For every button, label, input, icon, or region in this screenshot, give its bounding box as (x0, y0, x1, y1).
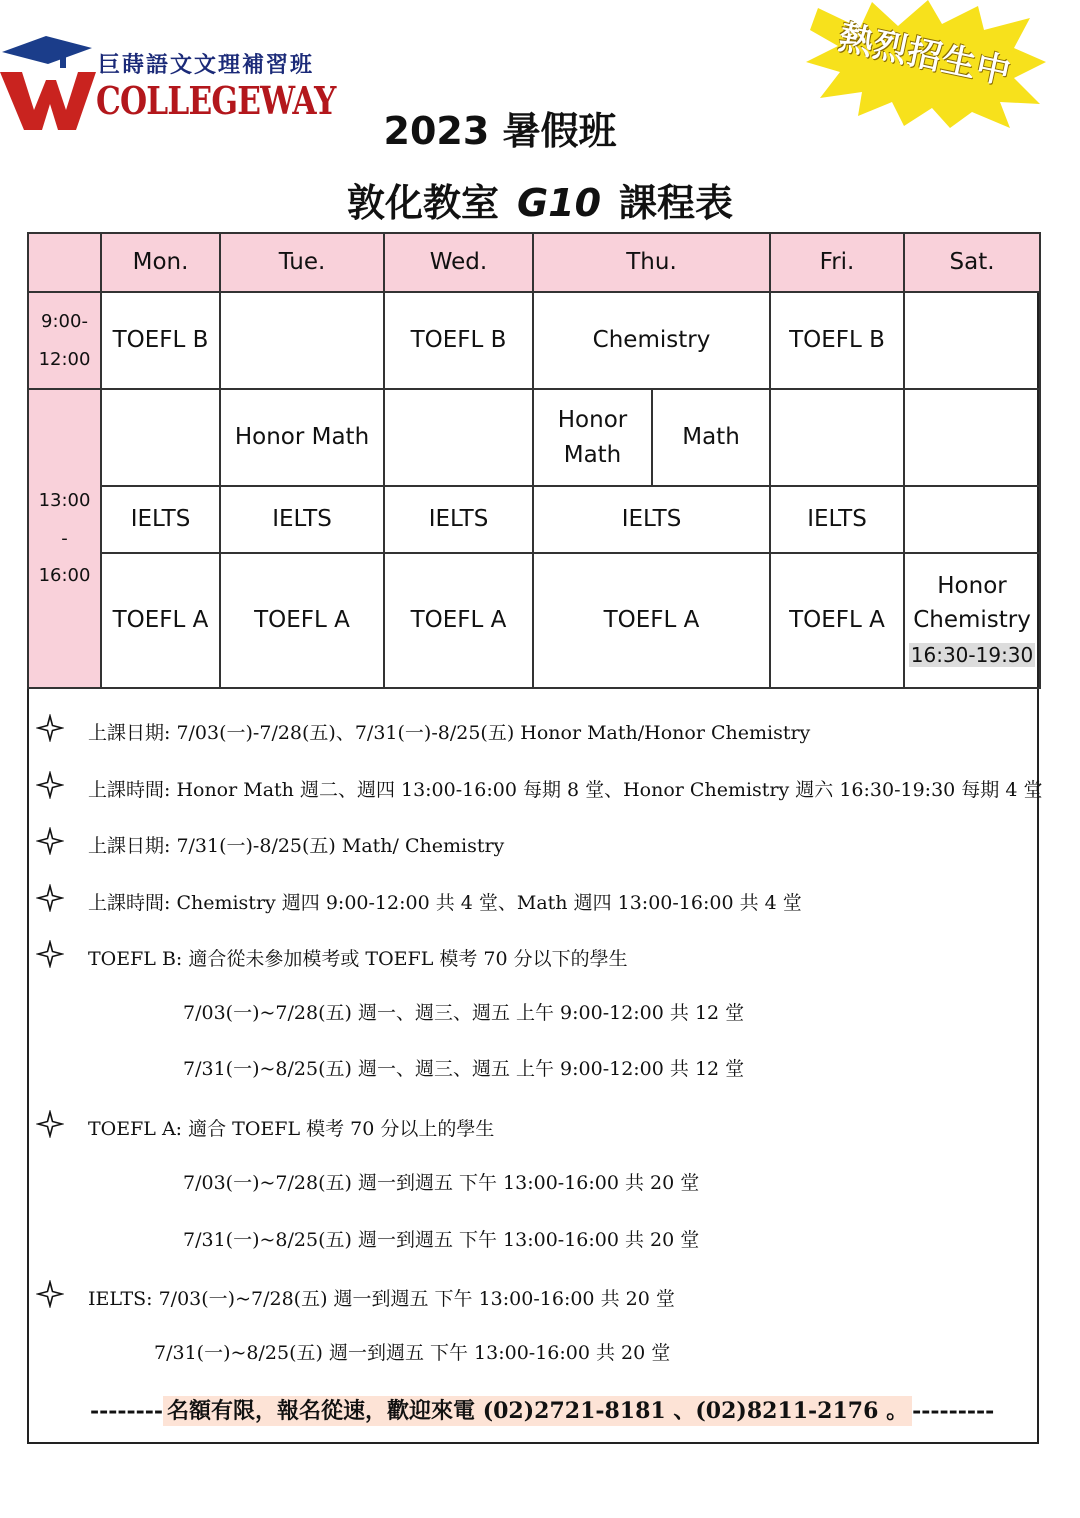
class-cell: IELTS (101, 486, 220, 553)
logo-chinese-name: 巨蒔語文文理補習班 (98, 52, 315, 78)
page-subtitle (0, 172, 1080, 227)
day-header: Thu. (533, 233, 770, 292)
note-text: 上課日期: 7/03(一)-7/28(五)、7/31(一)-8/25(五) Honor Math/Honor Chemistry (88, 722, 811, 744)
class-line: Math (563, 441, 622, 468)
class-code: G10 (516, 181, 602, 225)
four-point-star-icon (36, 827, 64, 855)
contact-text: 名額有限，報名從速，歡迎來電 (02)2721-8181 、(02)8211-2176 。 (163, 1396, 912, 1426)
note-text: IELTS: 7/03(一)~7/28(五) 週一到週五 下午 13:00-16:00 共 20 堂 (88, 1288, 675, 1310)
class-cell (904, 292, 1040, 389)
class-cell (101, 389, 220, 486)
class-cell: Honor Math (220, 389, 384, 486)
time-dash: - (61, 527, 68, 549)
class-cell: TOEFL A (770, 553, 904, 688)
classroom-name: 敦化教室 (346, 181, 499, 225)
contact-footer (90, 1394, 994, 1425)
class-cell (533, 389, 652, 486)
four-point-star-icon (36, 884, 64, 912)
class-cell: Chemistry (533, 292, 770, 389)
time-end: 16:00 (38, 565, 91, 587)
four-point-star-icon (36, 714, 64, 742)
note-text: 上課日期: 7/31(一)-8/25(五) Math/ Chemistry (88, 835, 505, 857)
page-title: 2023 暑假班 (383, 109, 617, 153)
footer-dashes-right: --------- (912, 1398, 995, 1424)
class-cell: TOEFL B (101, 292, 220, 389)
note-text: 上課時間: Chemistry 週四 9:00-12:00 共 4 堂、Math 週四 13:00-16:00 共 4 堂 (88, 892, 802, 914)
table-row (28, 292, 1040, 389)
class-cell: TOEFL B (384, 292, 533, 389)
class-cell: TOEFL A (533, 553, 770, 688)
note-subline: 7/03(一)~7/28(五) 週一、週三、週五 上午 9:00-12:00 共 12 堂 (183, 1002, 745, 1024)
table-row (28, 486, 1040, 553)
day-header: Mon. (101, 233, 220, 292)
four-point-star-icon (36, 1280, 64, 1308)
class-cell: TOEFL A (101, 553, 220, 688)
class-cell (384, 389, 533, 486)
table-header-row (28, 233, 1040, 292)
class-cell: IELTS (220, 486, 384, 553)
day-header: Sat. (904, 233, 1040, 292)
class-cell (220, 292, 384, 389)
class-cell: IELTS (533, 486, 770, 553)
class-cell: Math (652, 389, 770, 486)
time-slot-morning (28, 292, 101, 389)
note-subline: 7/31(一)~8/25(五) 週一、週三、週五 上午 9:00-12:00 共 12 堂 (183, 1058, 745, 1080)
time-end: 12:00 (38, 348, 91, 370)
footer-dashes-left: -------- (90, 1398, 164, 1424)
note-text: TOEFL B: 適合從未參加模考或 TOEFL 模考 70 分以下的學生 (88, 948, 628, 970)
day-header: Wed. (384, 233, 533, 292)
note-subline: 7/31(一)~8/25(五) 週一到週五 下午 13:00-16:00 共 20 堂 (154, 1342, 671, 1364)
class-line: Honor (557, 407, 628, 433)
class-cell (904, 486, 1040, 553)
table-row (28, 553, 1040, 688)
class-time-highlight: 16:30-19:30 (910, 642, 1034, 667)
class-cell (904, 389, 1040, 486)
note-text: TOEFL A: 適合 TOEFL 模考 70 分以上的學生 (88, 1118, 495, 1140)
time-start: 9:00- (41, 310, 88, 332)
note-subline: 7/31(一)~8/25(五) 週一到週五 下午 13:00-16:00 共 20 堂 (183, 1229, 700, 1251)
class-line: Chemistry (913, 607, 1031, 634)
time-slot-afternoon (28, 389, 101, 688)
day-header: Tue. (220, 233, 384, 292)
time-start: 13:00 (38, 489, 91, 511)
note-subline: 7/03(一)~7/28(五) 週一到週五 下午 13:00-16:00 共 20 堂 (183, 1172, 700, 1194)
badge-text: 熱烈招生中 (835, 17, 1015, 94)
table-row (28, 389, 1040, 486)
four-point-star-icon (36, 1110, 64, 1138)
day-header: Fri. (770, 233, 904, 292)
four-point-star-icon (36, 940, 64, 968)
class-cell: IELTS (384, 486, 533, 553)
class-cell: TOEFL A (220, 553, 384, 688)
schedule-table (27, 232, 1041, 689)
four-point-star-icon (36, 771, 64, 799)
class-cell (904, 553, 1040, 688)
schedule-label: 課程表 (619, 181, 734, 225)
class-line: Honor (937, 572, 1007, 599)
corner-cell (28, 233, 101, 292)
note-text: 上課時間: Honor Math 週二、週四 13:00-16:00 每期 8 堂、Honor Chemistry 週六 16:30-19:30 每期 4 堂 (88, 779, 1043, 801)
class-cell: TOEFL A (384, 553, 533, 688)
logo-english-name: COLLEGEWAY (96, 78, 336, 123)
class-cell: IELTS (770, 486, 904, 553)
class-cell (770, 389, 904, 486)
class-cell: TOEFL B (770, 292, 904, 389)
